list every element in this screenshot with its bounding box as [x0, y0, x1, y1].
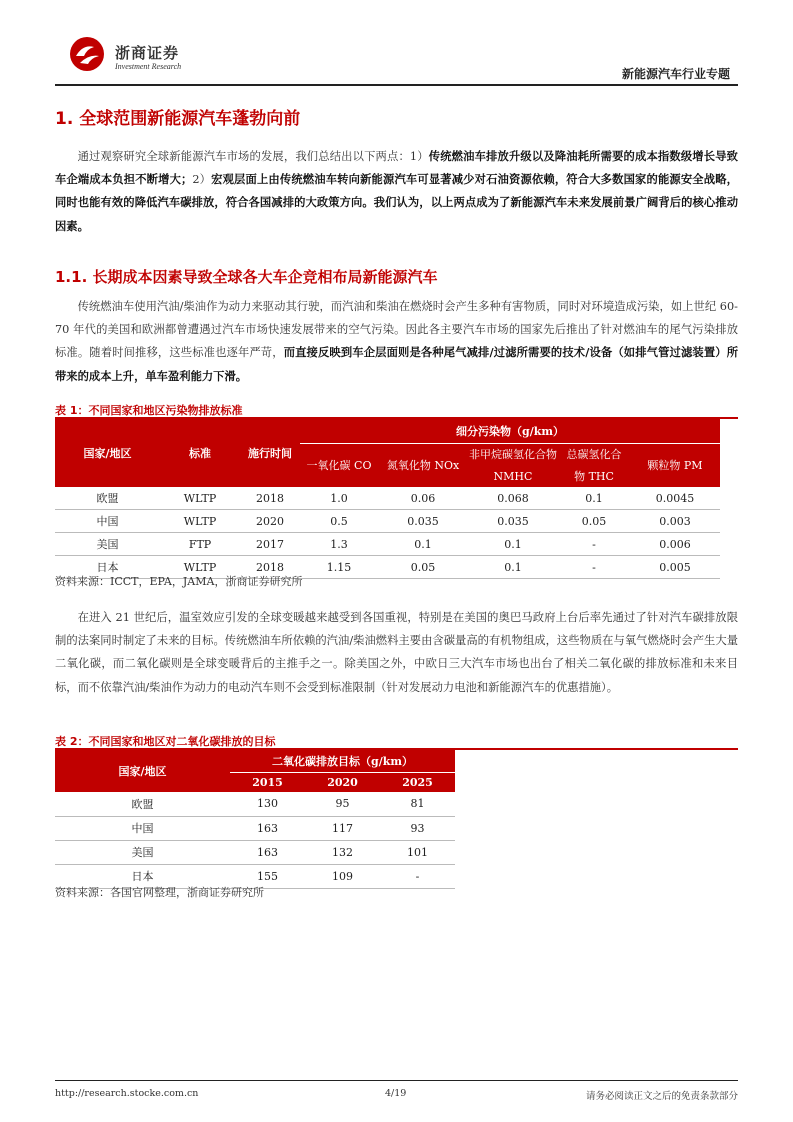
table-cell: 101	[380, 840, 455, 864]
table-cell: 2018	[240, 556, 300, 579]
table-cell: WLTP	[160, 510, 240, 533]
table-cell: 0.05	[378, 556, 468, 579]
table-cell: WLTP	[160, 487, 240, 510]
table-cell: 81	[380, 792, 455, 816]
header-nox: 氮氧化物 NOx	[378, 443, 468, 487]
table-cell: 美国	[55, 533, 160, 556]
table-cell: 132	[305, 840, 380, 864]
table-cell: 2020	[240, 510, 300, 533]
table-cell: 155	[230, 864, 305, 888]
table-cell: 0.06	[378, 487, 468, 510]
table-cell: 130	[230, 792, 305, 816]
table-1-source: 资料来源：ICCT，EPA，JAMA，浙商证券研究所	[55, 575, 303, 588]
header-pollutant-group: 细分污染物（g/km）	[300, 419, 720, 443]
table-cell: 0.0045	[630, 487, 720, 510]
header-pm: 颗粒物 PM	[630, 443, 720, 487]
header-standard: 标准	[160, 419, 240, 487]
table-cell: 欧盟	[55, 792, 230, 816]
table-cell: -	[558, 556, 630, 579]
header-thc-line1: 总碳氢化合	[558, 443, 630, 465]
page-header	[55, 32, 738, 84]
table-cell: 2018	[240, 487, 300, 510]
header-region: 国家/地区	[55, 750, 230, 792]
table-cell: 0.1	[468, 556, 558, 579]
company-name: 浙商证券	[115, 44, 180, 62]
header-region: 国家/地区	[55, 419, 160, 487]
company-english-name: Investment Research	[115, 62, 182, 71]
header-nmhc-line1: 非甲烷碳氢化合物	[468, 443, 558, 465]
footer-disclaimer: 请务必阅读正文之后的免责条款部分	[585, 1091, 738, 1102]
table-2-source: 资料来源：各国官网整理，浙商证券研究所	[55, 886, 264, 899]
header-2025: 2025	[380, 772, 455, 792]
paragraph-bold-text: 宏观层面上由传统燃油车转向新能源汽车可显著减少对石油资源依赖，符合大多数国家的能源安全战略，同时也能有效的降低汽车碳排放，符合各国减排的大政策方向。我们认为，以上两点成为了新能源汽车未来发展前景广阔背后的核心推动因素。	[55, 172, 738, 233]
paragraph-bold-text: 传统燃油车排放升级以及降油耗所需要的成本指数级增长导致车企端成本负担不断增大；	[55, 149, 738, 187]
table-cell: 0.035	[468, 510, 558, 533]
header-year: 施行时间	[240, 419, 300, 487]
co2-targets-table	[55, 750, 455, 889]
table-row	[55, 510, 720, 533]
page-number: 4/19	[385, 1088, 407, 1099]
section-1-heading: 1. 全球范围新能源汽车蓬勃向前	[55, 109, 301, 129]
table-cell: 中国	[55, 816, 230, 840]
table-cell: 中国	[55, 510, 160, 533]
table-row	[55, 792, 455, 816]
table-cell: 0.005	[630, 556, 720, 579]
table-cell: 日本	[55, 556, 160, 579]
table-cell: 163	[230, 840, 305, 864]
table-cell: 0.035	[378, 510, 468, 533]
header-co: 一氧化碳 CO	[300, 443, 378, 487]
paragraph-text: 传统燃油车使用汽油/柴油作为动力来驱动其行驶，而汽油和柴油在燃烧时会产生多种有害物质，同时对环境造成污染，如上世纪 60-70 年代的美国和欧洲都曾遭遇过汽车市场快速发展带来的空气污染。因此各主要汽车市场的国家先后推出了针对燃油车的尾气污染排放标准。随着时间推移，这些标准也逐年严苛，	[55, 300, 738, 360]
table-cell: 95	[305, 792, 380, 816]
table-cell: 0.068	[468, 487, 558, 510]
table-cell: -	[558, 533, 630, 556]
header-thc-line2: 物 THC	[558, 465, 630, 487]
table-cell: 2017	[240, 533, 300, 556]
table-cell: 93	[380, 816, 455, 840]
table-row	[55, 533, 720, 556]
header-nmhc-line2: NMHC	[468, 465, 558, 487]
table-cell: 0.5	[300, 510, 378, 533]
table-cell: 0.1	[468, 533, 558, 556]
table-cell: 1.3	[300, 533, 378, 556]
table-cell: 0.1	[378, 533, 468, 556]
report-title: 新能源汽车行业专题	[621, 67, 730, 81]
footer-divider	[55, 1080, 738, 1081]
header-2015: 2015	[230, 772, 305, 792]
table-cell: 0.006	[630, 533, 720, 556]
table-cell: 欧盟	[55, 487, 160, 510]
table-cell: 117	[305, 816, 380, 840]
table-cell: FTP	[160, 533, 240, 556]
header-divider	[55, 84, 738, 86]
table-cell: 0.003	[630, 510, 720, 533]
table-cell: 1.15	[300, 556, 378, 579]
table-cell: 163	[230, 816, 305, 840]
section-1-1-heading: 1.1. 长期成本因素导致全球各大车企竞相布局新能源汽车	[55, 268, 438, 286]
section-1-paragraph	[55, 145, 738, 238]
section-1-1-paragraph	[55, 295, 738, 388]
table-row	[55, 840, 455, 864]
zheshang-logo-icon	[67, 34, 107, 74]
table-cell: 0.1	[558, 487, 630, 510]
table-row	[55, 487, 720, 510]
table-2-caption: 表 2：不同国家和地区对二氧化碳排放的目标	[55, 735, 276, 748]
table-cell: 1.0	[300, 487, 378, 510]
table-cell: WLTP	[160, 556, 240, 579]
paragraph-text: 通过观察研究全球新能源汽车市场的发展，我们总结出以下两点：1）	[77, 150, 429, 163]
paragraph-text: 2）	[192, 173, 212, 187]
header-2020: 2020	[305, 772, 380, 792]
section-1-1-paragraph-2: 在进入 21 世纪后，温室效应引发的全球变暖越来越受到各国重视，特别是在美国的奥巴马政府上台后率先通过了针对汽车碳排放限制的法案同时制定了未来的目标。传统燃油车所依赖的汽油/柴油燃料主要由含碳量高的有机物组成，这些物质在与氧气燃烧时会产生大量二氧化碳，而二氧化碳则是全球变暖背后的主推手之一。除美国之外，中欧日三大汽车市场也出台了相关二氧化碳的排放标准和未来目标，而不依靠汽油/柴油作为动力的电动汽车则不会受到标准限制（针对发展动力电池和新能源汽车的优惠措施）。	[55, 611, 738, 694]
header-co2-group: 二氧化碳排放目标（g/km）	[230, 750, 455, 772]
table-cell: 日本	[55, 864, 230, 888]
table-1-caption: 表 1：不同国家和地区污染物排放标准	[55, 404, 243, 417]
pollutant-standards-table	[55, 419, 720, 579]
table-cell: 美国	[55, 840, 230, 864]
table-cell: -	[380, 864, 455, 888]
footer-url[interactable]: http://research.stocke.com.cn	[55, 1088, 199, 1099]
table-cell: 0.05	[558, 510, 630, 533]
paragraph-bold-text: 而直接反映到车企层面则是各种尾气减排/过滤所需要的技术/设备（如排气管过滤装置）所带来的成本上升，单车盈利能力下滑。	[55, 345, 738, 383]
table-cell: 109	[305, 864, 380, 888]
table-row	[55, 816, 455, 840]
